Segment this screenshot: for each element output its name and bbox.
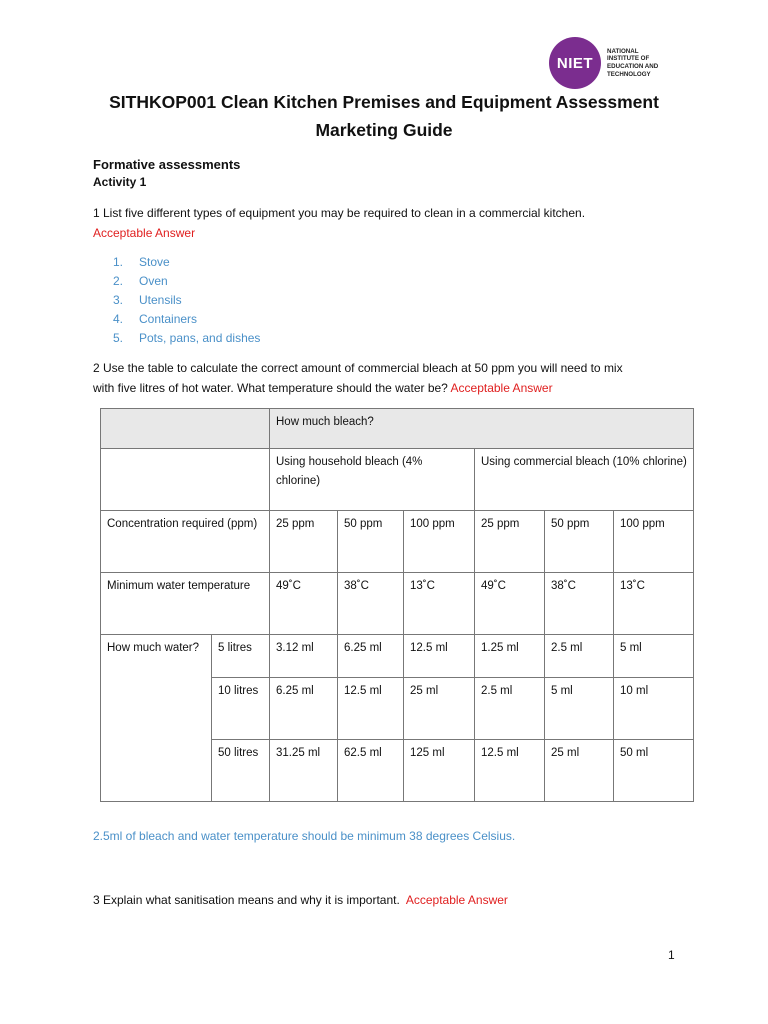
logo-mark: NIET	[549, 37, 601, 89]
logo-text: NATIONAL INSTITUTE OF EDUCATION AND TECHNOLOGY	[607, 47, 659, 78]
table-row: 50 litres 31.25 ml 62.5 ml 125 ml 12.5 ml 25 ml 50 ml	[101, 740, 694, 802]
document-title: SITHKOP001 Clean Kitchen Premises and Equipment Assessment Marketing Guide	[109, 92, 659, 140]
section-heading: Formative assessments	[93, 157, 241, 172]
list-item: 5. Pots, pans, and dishes	[113, 331, 261, 345]
question-2: 2 Use the table to calculate the correct amount of commercial bleach at 50 ppm you will need to mix with five litres of hot water. What temperature should the water be? Acceptable Answer	[93, 361, 623, 395]
activity-heading: Activity 1	[93, 175, 147, 189]
equipment-list	[113, 253, 260, 348]
water-label: How much water?	[101, 635, 212, 802]
list-item: 2. Oven	[113, 274, 168, 288]
bleach-table: How much bleach? Using household bleach (4% chlorine) Using commercial bleach (10% chlorine) Concentration required (ppm) 25 ppm 50 ppm 100 ppm 25 ppm 50 ppm 100 ppm Minimum water temperature 49˚C 38˚C 13˚C 49˚C 38˚C 13˚C How much water? 5 litres 3.12 ml 6.25 ml 12.5 ml 1.25 ml 2.5 ml 5 ml 10 litres 6.25 ml 12.5 ml 25 ml 2.5 ml 5 ml 10 ml 50 litres 31.25 ml 62.5 ml 125 ml 12.5 ml 25 ml 50 ml	[100, 408, 694, 802]
question-3: 3 Explain what sanitisation means and why it is important. Acceptable Answer	[93, 893, 508, 907]
list-item: 1. Stove	[113, 255, 170, 269]
acceptable-answer-label: Acceptable Answer	[405, 893, 508, 907]
list-item: 3. Utensils	[113, 293, 182, 307]
list-item: 4. Containers	[113, 312, 198, 326]
concentration-label: Concentration required (ppm)	[101, 511, 270, 573]
temperature-label: Minimum water temperature	[101, 573, 270, 635]
commercial-header: Using commercial bleach (10% chlorine)	[475, 449, 694, 511]
question-1: 1 List five different types of equipment you may be required to clean in a commercial kitchen. Acceptable Answer	[93, 203, 693, 243]
table-row: How much water? 5 litres 3.12 ml 6.25 ml 12.5 ml 1.25 ml 2.5 ml 5 ml	[101, 635, 694, 678]
acceptable-answer-label: Acceptable Answer	[93, 226, 196, 240]
niet-logo	[549, 37, 679, 89]
household-header: Using household bleach (4% chlorine)	[270, 449, 475, 511]
table-row: 10 litres 6.25 ml 12.5 ml 25 ml 2.5 ml 5 ml 10 ml	[101, 678, 694, 740]
table-corner	[101, 409, 270, 449]
table-header: How much bleach?	[270, 409, 694, 449]
page-number: 1	[668, 948, 675, 962]
acceptable-answer-label: Acceptable Answer	[450, 381, 553, 395]
q2-answer: 2.5ml of bleach and water temperature should be minimum 38 degrees Celsius.	[93, 829, 516, 843]
